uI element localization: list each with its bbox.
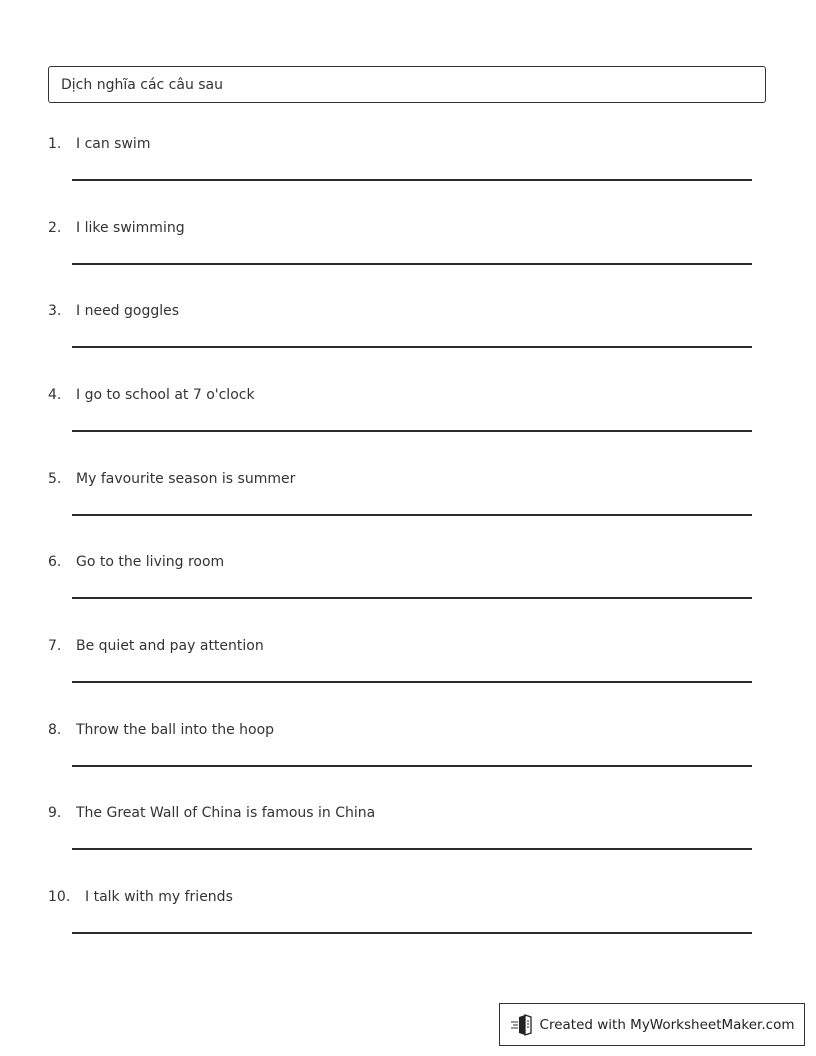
question-text: I talk with my friends xyxy=(85,889,233,905)
footer-credit[interactable] xyxy=(499,1003,805,1046)
question-number: 8. xyxy=(48,722,62,738)
question-number: 2. xyxy=(48,220,62,236)
question-item xyxy=(48,722,752,806)
answer-line[interactable] xyxy=(72,932,752,934)
question-number: 9. xyxy=(48,805,62,821)
answer-line[interactable] xyxy=(72,430,752,432)
instructions-box xyxy=(48,66,766,103)
question-number: 5. xyxy=(48,471,62,487)
question-text: My favourite season is summer xyxy=(76,471,296,487)
question-item xyxy=(48,220,752,304)
question-text: Be quiet and pay attention xyxy=(76,638,264,654)
answer-line[interactable] xyxy=(72,346,752,348)
question-item xyxy=(48,471,752,555)
question-text: The Great Wall of China is famous in China xyxy=(76,805,376,821)
answer-line[interactable] xyxy=(72,514,752,516)
question-number: 4. xyxy=(48,387,62,403)
answer-line[interactable] xyxy=(72,765,752,767)
question-text: I can swim xyxy=(76,136,151,152)
question-number: 1. xyxy=(48,136,62,152)
question-item xyxy=(48,136,752,220)
question-text: Go to the living room xyxy=(76,554,225,570)
question-item xyxy=(48,638,752,722)
instructions-text: Dịch nghĩa các câu sau xyxy=(61,76,224,93)
question-item xyxy=(48,554,752,638)
answer-line[interactable] xyxy=(72,179,752,181)
question-number: 3. xyxy=(48,303,62,319)
question-number: 10. xyxy=(48,889,71,905)
answer-line[interactable] xyxy=(72,681,752,683)
answer-line[interactable] xyxy=(72,848,752,850)
question-text: I need goggles xyxy=(76,303,180,319)
footer-text: Created with MyWorksheetMaker.com xyxy=(539,1016,795,1033)
worksheet-maker-logo-icon xyxy=(510,1014,534,1036)
question-item xyxy=(48,805,752,889)
question-text: Throw the ball into the hoop xyxy=(76,722,275,738)
question-item xyxy=(48,303,752,387)
question-item xyxy=(48,387,752,471)
question-text: I like swimming xyxy=(76,220,185,236)
answer-line[interactable] xyxy=(72,597,752,599)
question-item xyxy=(48,889,752,973)
answer-line[interactable] xyxy=(72,263,752,265)
question-number: 7. xyxy=(48,638,62,654)
question-number: 6. xyxy=(48,554,62,570)
question-text: I go to school at 7 o'clock xyxy=(76,387,255,403)
